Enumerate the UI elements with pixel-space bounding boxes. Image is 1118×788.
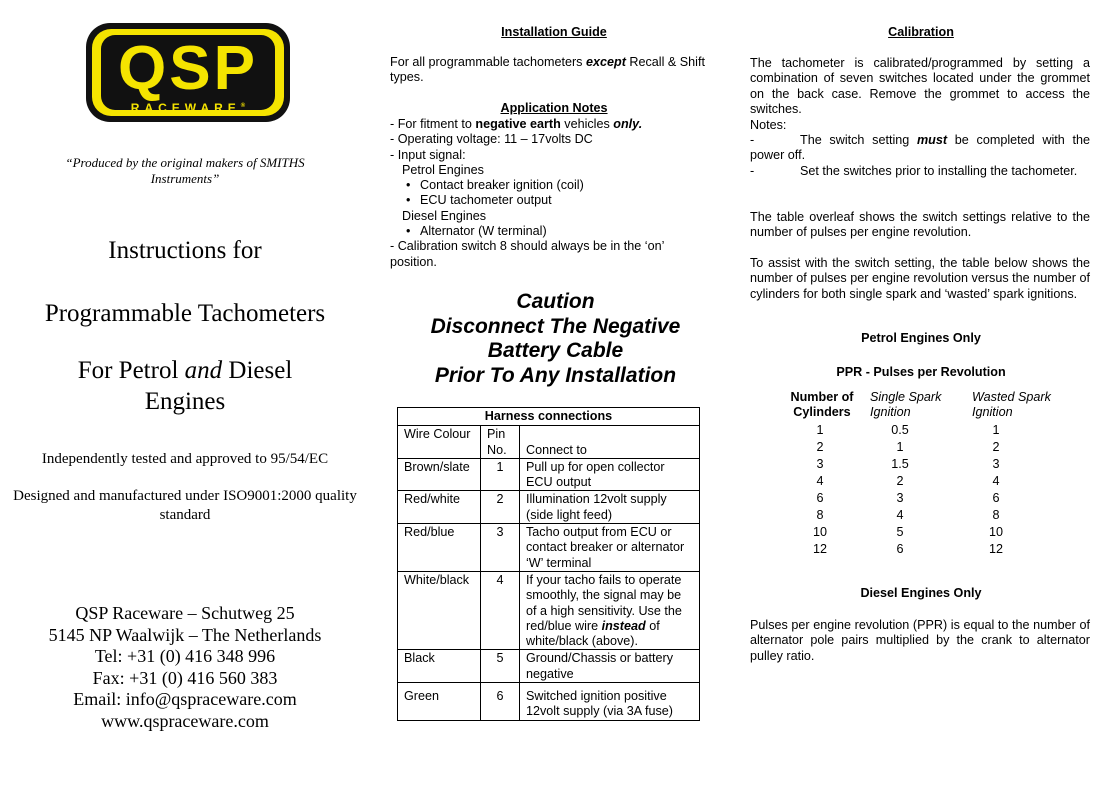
table-cell: 8 xyxy=(992,508,1000,522)
table-cell: 3 xyxy=(896,491,904,505)
website-url: www.qspraceware.com xyxy=(101,710,269,731)
table-caption: Harness connections xyxy=(398,408,700,426)
petrol-engines-label: Petrol Engines xyxy=(402,162,484,177)
table-cell: 1 xyxy=(816,423,824,437)
overleaf-text: The table overleaf shows the switch settings relative to the number of pulses per engine revolution. xyxy=(750,210,1090,240)
table-row: Black 5 Ground/Chassis or battery negative xyxy=(398,650,700,683)
application-notes-heading: Application Notes xyxy=(500,101,608,115)
table-cell: 6 xyxy=(992,491,1000,505)
notes-label: Notes: xyxy=(750,118,787,132)
approval-statement: Independently tested and approved to 95/54/EC xyxy=(41,451,329,467)
table-row xyxy=(786,422,1086,438)
column-header: Wire Colour xyxy=(398,426,481,459)
table-cell: 4 xyxy=(896,508,904,522)
table-cell: 0.5 xyxy=(891,423,909,437)
table-cell: 8 xyxy=(816,508,824,522)
note-voltage: - Operating voltage: 11 – 17volts DC xyxy=(390,132,593,147)
table-cell: 12 xyxy=(812,542,827,556)
column-header: Wasted Spark Ignition xyxy=(972,390,1051,419)
produced-by-note: “Produced by the original makers of SMITHS Instruments” xyxy=(65,155,305,186)
assist-text: To assist with the switch setting, the table below shows the number of pulses per engine revolution versus the number of cylinders for both single spark and ‘wasted’ spark ignitions. xyxy=(750,256,1090,301)
note-earth: - For fitment to negative earth vehicles only. xyxy=(390,117,643,131)
list-item: • Contact breaker ignition (coil) xyxy=(390,178,705,193)
email-address: Email: info@qspraceware.com xyxy=(73,689,297,709)
table-cell: 1 xyxy=(992,423,1000,437)
petrol-engines-only-heading: Petrol Engines Only xyxy=(861,331,981,345)
table-cell: 1.5 xyxy=(891,457,909,471)
table-row: Brown/slate 1 Pull up for open collector ECU output xyxy=(398,458,700,491)
table-cell: 6 xyxy=(896,542,904,556)
table-cell: 10 xyxy=(812,525,827,539)
table-row xyxy=(786,507,1086,523)
quality-statement: Designed and manufactured under ISO9001:2000 quality standard xyxy=(13,488,357,523)
column-header: Number of Cylinders xyxy=(790,390,854,419)
installation-intro: For all programmable tachometers except Recall & Shift types. xyxy=(390,55,705,85)
title-line-3: For Petrol and Diesel Engines xyxy=(77,357,293,415)
table-cell: 5 xyxy=(896,525,904,539)
table-row xyxy=(786,473,1086,489)
ppr-table-title: PPR - Pulses per Revolution xyxy=(836,365,1006,379)
table-row xyxy=(786,541,1086,557)
table-cell: 2 xyxy=(816,440,824,454)
table-cell: 3 xyxy=(816,457,824,471)
table-row xyxy=(786,524,1086,540)
list-item: • Alternator (W terminal) xyxy=(390,224,705,239)
column-header: Connect to xyxy=(520,426,700,459)
logo-subtitle: RACEWARE® xyxy=(130,101,246,115)
table-cell: 10 xyxy=(988,525,1003,539)
title-line-2: Programmable Tachometers xyxy=(44,300,326,327)
table-row xyxy=(786,456,1086,472)
phone-number: Tel: +31 (0) 416 348 996 xyxy=(94,646,276,666)
diesel-engines-only-heading: Diesel Engines Only xyxy=(860,586,982,600)
note-calibration-switch: - Calibration switch 8 should always be in the ‘on’ position. xyxy=(390,239,664,269)
table-cell: 1 xyxy=(896,440,904,454)
table-cell: 2 xyxy=(896,474,904,488)
table-row: Red/blue 3 Tacho output from ECU or contact breaker or alternator ‘W’ terminal xyxy=(398,524,700,572)
installation-guide-heading: Installation Guide xyxy=(501,25,607,39)
diesel-text: Pulses per engine revolution (PPR) is equal to the number of alternator pole pairs multiplied by the crank to alternator pulley ratio. xyxy=(750,618,1090,663)
note-input-signal: - Input signal: xyxy=(390,147,466,162)
table-row: Green 6 Switched ignition positive 12volt supply (via 3A fuse) xyxy=(398,683,700,721)
table-cell: 6 xyxy=(816,491,824,505)
calibration-note-2: - Set the switches prior to installing the tachometer. xyxy=(750,164,1078,178)
column-header: Pin No. xyxy=(481,426,520,459)
list-item: • ECU tachometer output xyxy=(390,193,705,208)
column-header: Single Spark Ignition xyxy=(870,390,942,419)
calibration-heading: Calibration xyxy=(888,25,954,39)
application-notes xyxy=(390,117,705,270)
qsp-logo xyxy=(86,23,290,122)
table-row xyxy=(786,439,1086,455)
logo-wordmark: QSP xyxy=(118,34,258,103)
caution-warning: Caution Disconnect The Negative Battery Cable Prior To Any Installation xyxy=(430,290,681,387)
table-cell: 12 xyxy=(988,542,1003,556)
table-row: Red/white 2 Illumination 12volt supply (side light feed) xyxy=(398,491,700,524)
table-cell: 4 xyxy=(816,474,824,488)
table-row: White/black 4 If your tacho fails to operate smoothly, the signal may be of a high sensitivity. Use the red/blue wire instead of white/black (above). xyxy=(398,571,700,649)
table-cell: 2 xyxy=(992,440,1000,454)
fax-number: Fax: +31 (0) 416 560 383 xyxy=(92,667,278,688)
table-row xyxy=(786,490,1086,506)
calibration-note-1: - The switch setting must be completed with the power off. xyxy=(750,133,1091,163)
company-address xyxy=(0,603,370,732)
table-cell: 3 xyxy=(992,457,1000,471)
table-header-row xyxy=(398,426,700,459)
harness-table xyxy=(397,407,700,721)
table-cell: 4 xyxy=(992,474,1000,488)
calibration-text: The tachometer is calibrated/programmed by setting a combination of seven switches located under the grommet on the back case. Remove the grommet to access the switches. xyxy=(750,56,1090,116)
diesel-engines-label: Diesel Engines xyxy=(402,208,487,223)
title-line-1: Instructions for xyxy=(108,237,262,264)
address-line: 5145 NP Waalwijk – The Netherlands xyxy=(48,624,322,645)
address-line: QSP Raceware – Schutweg 25 xyxy=(75,603,295,623)
